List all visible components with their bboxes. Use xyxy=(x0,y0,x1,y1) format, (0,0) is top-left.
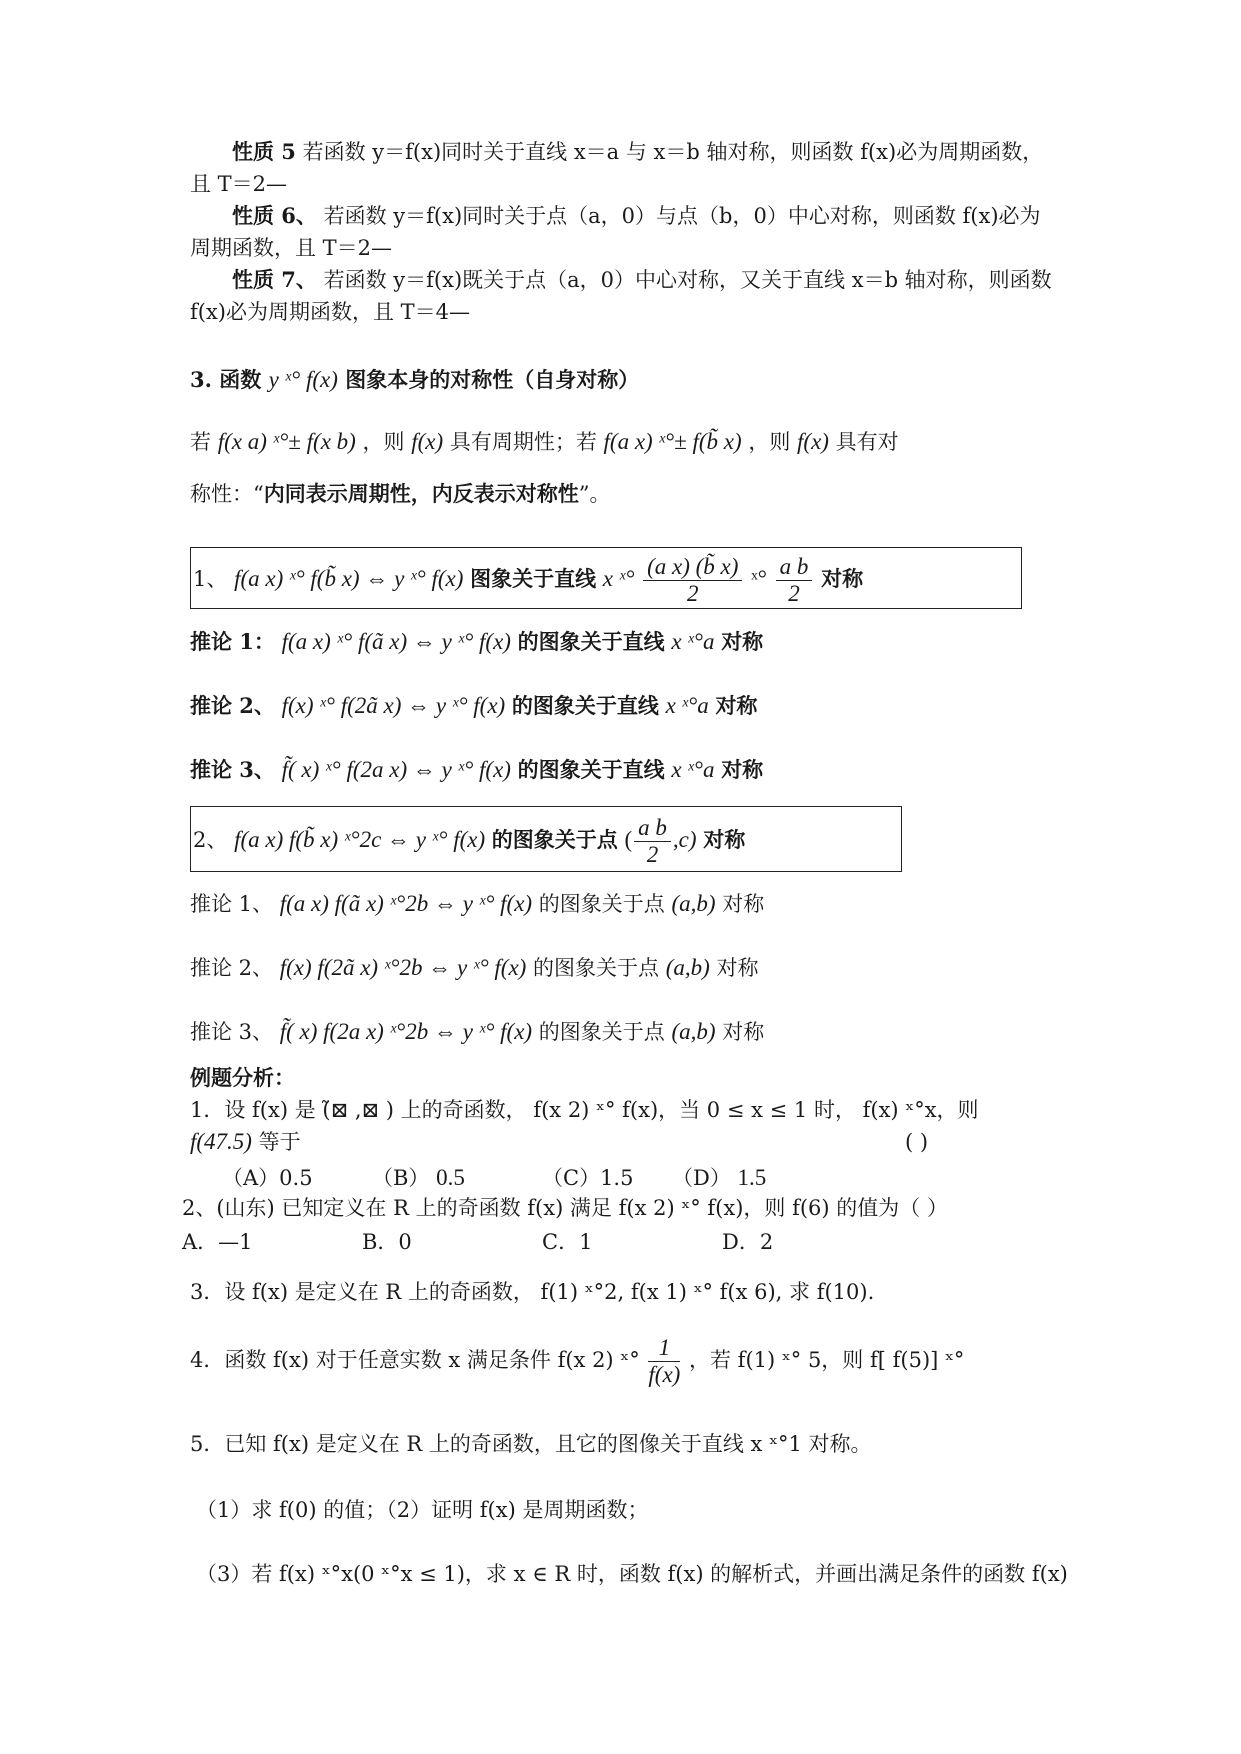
corollary-2-2 xyxy=(190,952,758,984)
corollary-tail: (a,b) xyxy=(671,891,716,916)
corollary-end: 对称 xyxy=(722,1020,765,1044)
section-3-label: 函数 xyxy=(219,367,262,392)
example-1-expr: f(47.5) xyxy=(190,1129,252,1154)
theorem-box-1 xyxy=(190,547,1022,609)
rule-text-c: 具有周期性；若 xyxy=(449,430,597,454)
rule-text-d: ，则 xyxy=(748,430,791,454)
corollary-formula: f(x) f(2ã x) ˣ°2b ⇔ y ˣ° f(x) xyxy=(279,955,527,980)
property-6-line1 xyxy=(232,200,1041,232)
example-5-part-3: （3）若 f(x) ˣ°x(0 ˣ°x ≤ 1)，求 x ∈ R 时，函数 f(x) 的解析式，并画出满足条件的函数 f(x) xyxy=(196,1562,1068,1586)
rule-formula-2: f(a x) ˣ°± f(b̃ x) xyxy=(603,429,742,454)
example-1-option-c: （C）1.5 xyxy=(542,1166,634,1190)
theorem-1-formula: f(a x) ˣ° f(b̃ x) ⇔ y ˣ° f(x) xyxy=(234,566,464,591)
example-2-option-d: D．2 xyxy=(722,1230,774,1254)
fraction-denominator: 2 xyxy=(646,842,659,867)
corollary-label: 推论 3、 xyxy=(190,1020,274,1044)
corollary-label: 推论 2、 xyxy=(190,956,274,980)
examples-heading: 例题分析： xyxy=(190,1065,295,1090)
corollary-tail: x ˣ°a xyxy=(671,757,715,782)
theorem-2-open-paren: ( xyxy=(624,827,633,852)
option-d-label: （D） xyxy=(672,1166,731,1190)
theorem-2-number: 2、 xyxy=(193,828,228,852)
property-5-line1 xyxy=(232,136,1043,168)
example-4 xyxy=(190,1330,964,1390)
corollary-formula: f(a x) ˣ° f(ã x) ⇔ y ˣ° f(x) xyxy=(281,629,511,654)
corollary-end: 对称 xyxy=(721,629,764,654)
property-6-title: 性质 6、 xyxy=(232,203,317,228)
section-3-prefix: 3. xyxy=(190,367,212,392)
corollary-tail: (a,b) xyxy=(671,1019,716,1044)
property-5-title: 性质 5 xyxy=(232,139,296,164)
property-6-line2: 周期函数，且 T＝2— xyxy=(190,236,393,260)
section-3-heading xyxy=(190,364,639,396)
example-1-option-b xyxy=(372,1162,465,1194)
rule-fx-2: f(x) xyxy=(797,429,829,454)
fraction-1-denominator: 2 xyxy=(687,581,699,606)
example-5: 5．已知 f(x) 是定义在 R 上的奇函数，且它的图像关于直线 x ˣ°1 对称。 xyxy=(190,1432,872,1456)
theorem-1-text: 图象关于直线 xyxy=(470,566,597,591)
theorem-2-content xyxy=(193,815,745,868)
fraction-numerator: a b xyxy=(634,815,671,842)
rule-fx-1: f(x) xyxy=(411,429,444,454)
example-2-option-b: B．0 xyxy=(362,1230,412,1254)
example-2-option-a: A．—1 xyxy=(182,1230,253,1254)
example-1-option-d xyxy=(672,1162,766,1194)
theorem-2-text: 的图象关于点 xyxy=(491,827,618,852)
rule-mnemonic: 内同表示周期性，内反表示对称性 xyxy=(263,481,579,506)
theorem-2-formula: f(a x) f(b̃ x) ˣ°2c ⇔ y ˣ° f(x) xyxy=(234,827,486,852)
rule-text-f: 称性：“ xyxy=(190,482,264,506)
corollary-2-3 xyxy=(190,1016,764,1048)
example-1-line2 xyxy=(190,1126,301,1158)
theorem-2-fraction xyxy=(634,815,671,868)
corollary-1-2 xyxy=(190,690,757,722)
corollary-text: 的图象关于点 xyxy=(538,892,665,916)
corollary-formula: f̃( x) f(2a x) ˣ°2b ⇔ y ˣ° f(x) xyxy=(279,1019,533,1044)
corollary-text: 的图象关于点 xyxy=(533,956,660,980)
corollary-end: 对称 xyxy=(721,757,764,782)
rule-text-g: ”。 xyxy=(578,482,611,506)
corollary-formula: f(x) ˣ° f(2ã x) ⇔ y ˣ° f(x) xyxy=(281,693,506,718)
corollary-text: 的图象关于直线 xyxy=(517,757,665,782)
rule-line1 xyxy=(190,426,899,458)
corollary-text: 的图象关于点 xyxy=(538,1020,665,1044)
corollary-label: 推论 2、 xyxy=(190,693,275,718)
property-7-line1 xyxy=(232,264,1052,296)
corollary-end: 对称 xyxy=(716,956,759,980)
corollary-label: 推论 1、 xyxy=(190,892,274,916)
theorem-1-fraction-1 xyxy=(643,554,742,607)
example-5-part-1-2: （1）求 f(0) 的值；（2）证明 f(x) 是周期函数； xyxy=(196,1498,649,1522)
corollary-1-1 xyxy=(190,626,763,658)
section-3-formula: y ˣ° f(x) xyxy=(268,367,338,392)
example-2-line1: 2、(山东) 已知定义在 R 上的奇函数 f(x) 满足 f(x 2) ˣ° f(x)，则 f(6) 的值为（ ） xyxy=(182,1196,948,1220)
theorem-1-content xyxy=(193,554,863,607)
corollary-formula: f̃( x) ˣ° f(2a x) ⇔ y ˣ° f(x) xyxy=(281,757,511,782)
fraction-2-numerator: a b xyxy=(776,554,813,581)
corollary-end: 对称 xyxy=(722,892,765,916)
property-7-text: 若函数 y＝f(x)既关于点（a，0）中心对称，又关于直线 x＝b 轴对称，则函数 xyxy=(323,268,1052,292)
theorem-1-eq2: ˣ° xyxy=(751,566,767,591)
corollary-label: 推论 1： xyxy=(190,629,275,654)
corollary-end: 对称 xyxy=(715,693,758,718)
theorem-2-tail: ,c) xyxy=(672,827,697,852)
rule-line2 xyxy=(190,478,611,510)
option-b-label: （B） xyxy=(372,1166,430,1190)
theorem-1-x-eq: x ˣ° xyxy=(602,566,635,591)
fraction-1-numerator: (a x) (b̃ x) xyxy=(643,554,742,581)
example-1-line1: 1．设 f(x) 是 (̃⊠ ,⊠ ) 上的奇函数， f(x 2) ˣ° f(x)，当 0 ≤ x ≤ 1 时， f(x) ˣ°x，则 xyxy=(190,1098,979,1122)
corollary-formula: f(a x) f(ã x) ˣ°2b ⇔ y ˣ° f(x) xyxy=(279,891,533,916)
example-4-fraction xyxy=(648,1335,680,1388)
corollary-tail: (a,b) xyxy=(665,955,710,980)
corollary-1-3 xyxy=(190,754,763,786)
example-1-answer-paren: ( ) xyxy=(905,1130,929,1154)
corollary-label: 推论 3、 xyxy=(190,757,275,782)
rule-formula-1: f(x a) ˣ°± f(x b) xyxy=(217,429,356,454)
option-b-value: 0.5 xyxy=(436,1165,465,1190)
theorem-box-2 xyxy=(190,806,902,872)
example-4-text-a: 4．函数 f(x) 对于任意实数 x 满足条件 f(x 2) ˣ° xyxy=(190,1348,640,1372)
example-1-equals-text: 等于 xyxy=(258,1130,301,1154)
theorem-1-fraction-2 xyxy=(776,554,813,607)
corollary-tail: x ˣ°a xyxy=(671,629,715,654)
corollary-text: 的图象关于直线 xyxy=(517,629,665,654)
theorem-2-end: 对称 xyxy=(703,827,746,852)
property-6-text: 若函数 y＝f(x)同时关于点（a，0）与点（b，0）中心对称，则函数 f(x)必为 xyxy=(323,204,1041,228)
property-5-text: 若函数 y＝f(x)同时关于直线 x＝a 与 x＝b 轴对称，则函数 f(x)必为周期函数， xyxy=(302,140,1044,164)
rule-text-e: 具有对 xyxy=(835,430,899,454)
example-4-text-b: ，若 f(1) ˣ° 5，则 f[ f(5)] ˣ° xyxy=(689,1348,965,1372)
theorem-1-end: 对称 xyxy=(821,566,864,591)
rule-text-a: 若 xyxy=(190,430,211,454)
example-4-denominator: f(x) xyxy=(648,1362,681,1387)
property-5-line2: 且 T＝2— xyxy=(190,172,288,196)
rule-text-b: ，则 xyxy=(362,430,405,454)
corollary-2-1 xyxy=(190,888,764,920)
example-3: 3．设 f(x) 是定义在 R 上的奇函数， f(1) ˣ°2, f(x 1) ˣ° f(x 6), 求 f(10). xyxy=(190,1280,875,1304)
option-d-value: 1.5 xyxy=(737,1165,767,1190)
corollary-text: 的图象关于直线 xyxy=(511,693,659,718)
fraction-2-denominator: 2 xyxy=(788,581,800,606)
property-7-title: 性质 7、 xyxy=(232,267,317,292)
example-2-option-c: C．1 xyxy=(542,1230,593,1254)
theorem-1-number: 1、 xyxy=(193,567,228,591)
section-3-title: 图象本身的对称性（自身对称） xyxy=(345,367,640,392)
example-1-option-a: （A）0.5 xyxy=(222,1166,313,1190)
property-7-line2: f(x)必为周期函数，且 T＝4— xyxy=(190,300,471,324)
example-4-numerator: 1 xyxy=(648,1335,680,1362)
corollary-tail: x ˣ°a xyxy=(665,693,709,718)
